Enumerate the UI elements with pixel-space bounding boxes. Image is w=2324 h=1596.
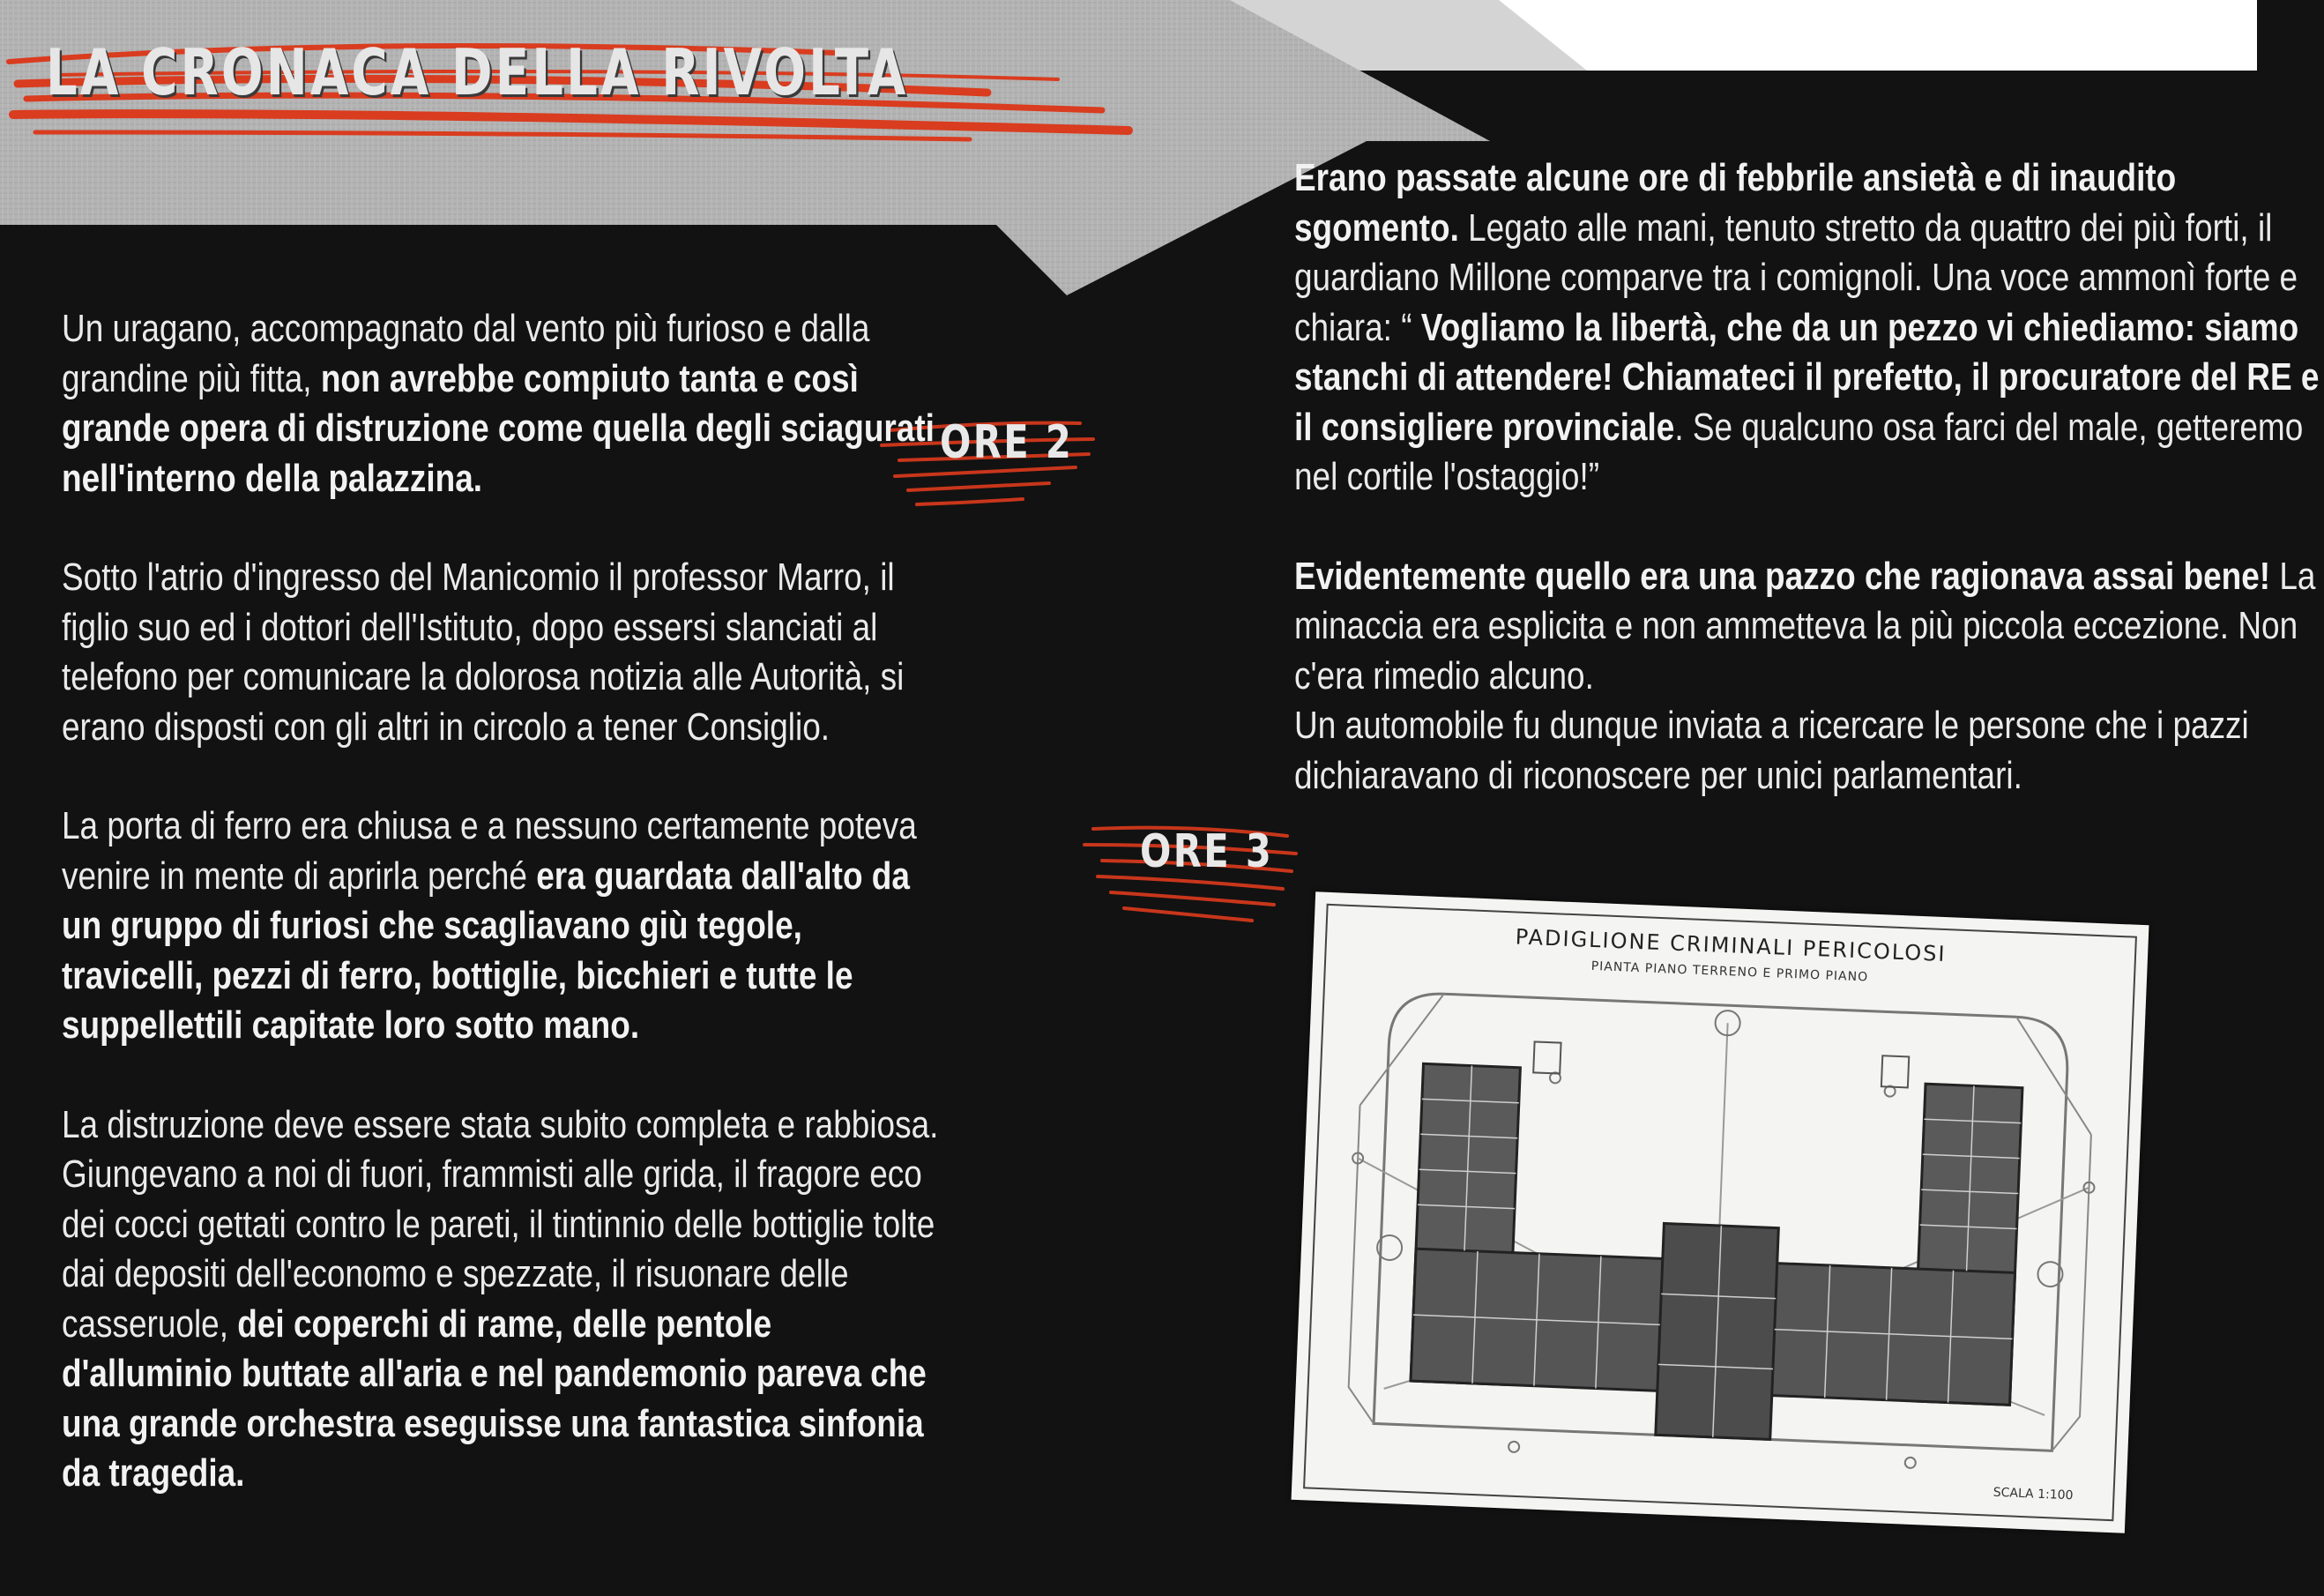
time-marker-ore-3: ORE 3 (1140, 825, 1274, 878)
paragraph: Erano passate alcune ore di febbrile ansietà e di inaudito sgomento. Legato alle mani, tenuto stretto da quattro dei più forti, il guardiano Millone comparve tra i comignoli. Una voce ammonì forte e chiara: “ Vogliamo la libertà, che da un pezzo vi chiediamo: siamo stanchi di attendere! Chiamateci il prefetto, il procuratore del RE e il consigliere provinciale. Se qualcuno osa farci del male, getteremo nel cortile l'ostaggio!” (1294, 156, 2320, 498)
header-corner-white (1499, 0, 2257, 71)
paragraph: La porta di ferro era chiusa e a nessuno certamente poteva venire in mente di aprirla perché era guardata dall'alto da un gruppo di furiosi che scagliavano giù tegole, travicelli, pezzi di ferro, bottiglie, bicchieri e tutte le suppellettili capitate loro sotto mano. (62, 804, 917, 1047)
floor-plan-scale: SCALA 1:100 (1993, 1485, 2074, 1503)
paragraph: Sotto l'atrio d'ingresso del Manicomio il professor Marro, il figlio suo ed i dottori dell'Istituto, dopo essersi slanciati al telefono per comunicare la dolorosa notizia alle Autorità, si erano disposti con gli altri in circolo a tener Consiglio. (62, 556, 905, 749)
paragraph: La distruzione deve essere stata subito completa e rabbiosa. Giungevano a noi di fuori, frammisti alle grida, il fragore eco dei cocci gettati contro le pareti, il tintinnio delle bottiglie tolte dai depositi dell'economo e spezzate, il risuonare delle casseruole, dei coperchi di rame, delle pentole d'alluminio buttate all'aria e nel pandemonio pareva che una grande orchestra eseguisse una fantastica sinfonia da tragedia. (62, 1102, 939, 1495)
time-marker-ore-2: ORE 2 (940, 416, 1074, 469)
right-text-column (1294, 153, 2324, 850)
floor-plan-image (1292, 891, 2149, 1533)
paragraph: Evidentemente quello era una pazzo che ragionava assai bene! La minaccia era esplicita e non ammetteva la più piccola eccezione. Non c'era rimedio alcuno. (1294, 554, 2316, 697)
paragraph: Un automobile fu dunque inviata a ricercare le persone che i pazzi dichiaravano di riconoscere per unici parlamentari. (1294, 704, 2249, 797)
left-text-column (62, 304, 943, 1548)
floor-plan-subtitle: PIANTA PIANO TERRENO E PRIMO PIANO (1590, 958, 1869, 985)
page-title: LA CRONACA DELLA RIVOLTA (46, 35, 909, 109)
paragraph: Un uragano, accompagnato dal vento più furioso e dalla grandine più fitta, non avrebbe compiuto tanta e così grande opera di distruzione come quella degli sciagurati nell'interno della palazzina. (62, 307, 935, 500)
floor-plan-title: PADIGLIONE CRIMINALI PERICOLOSI (1515, 924, 1948, 967)
